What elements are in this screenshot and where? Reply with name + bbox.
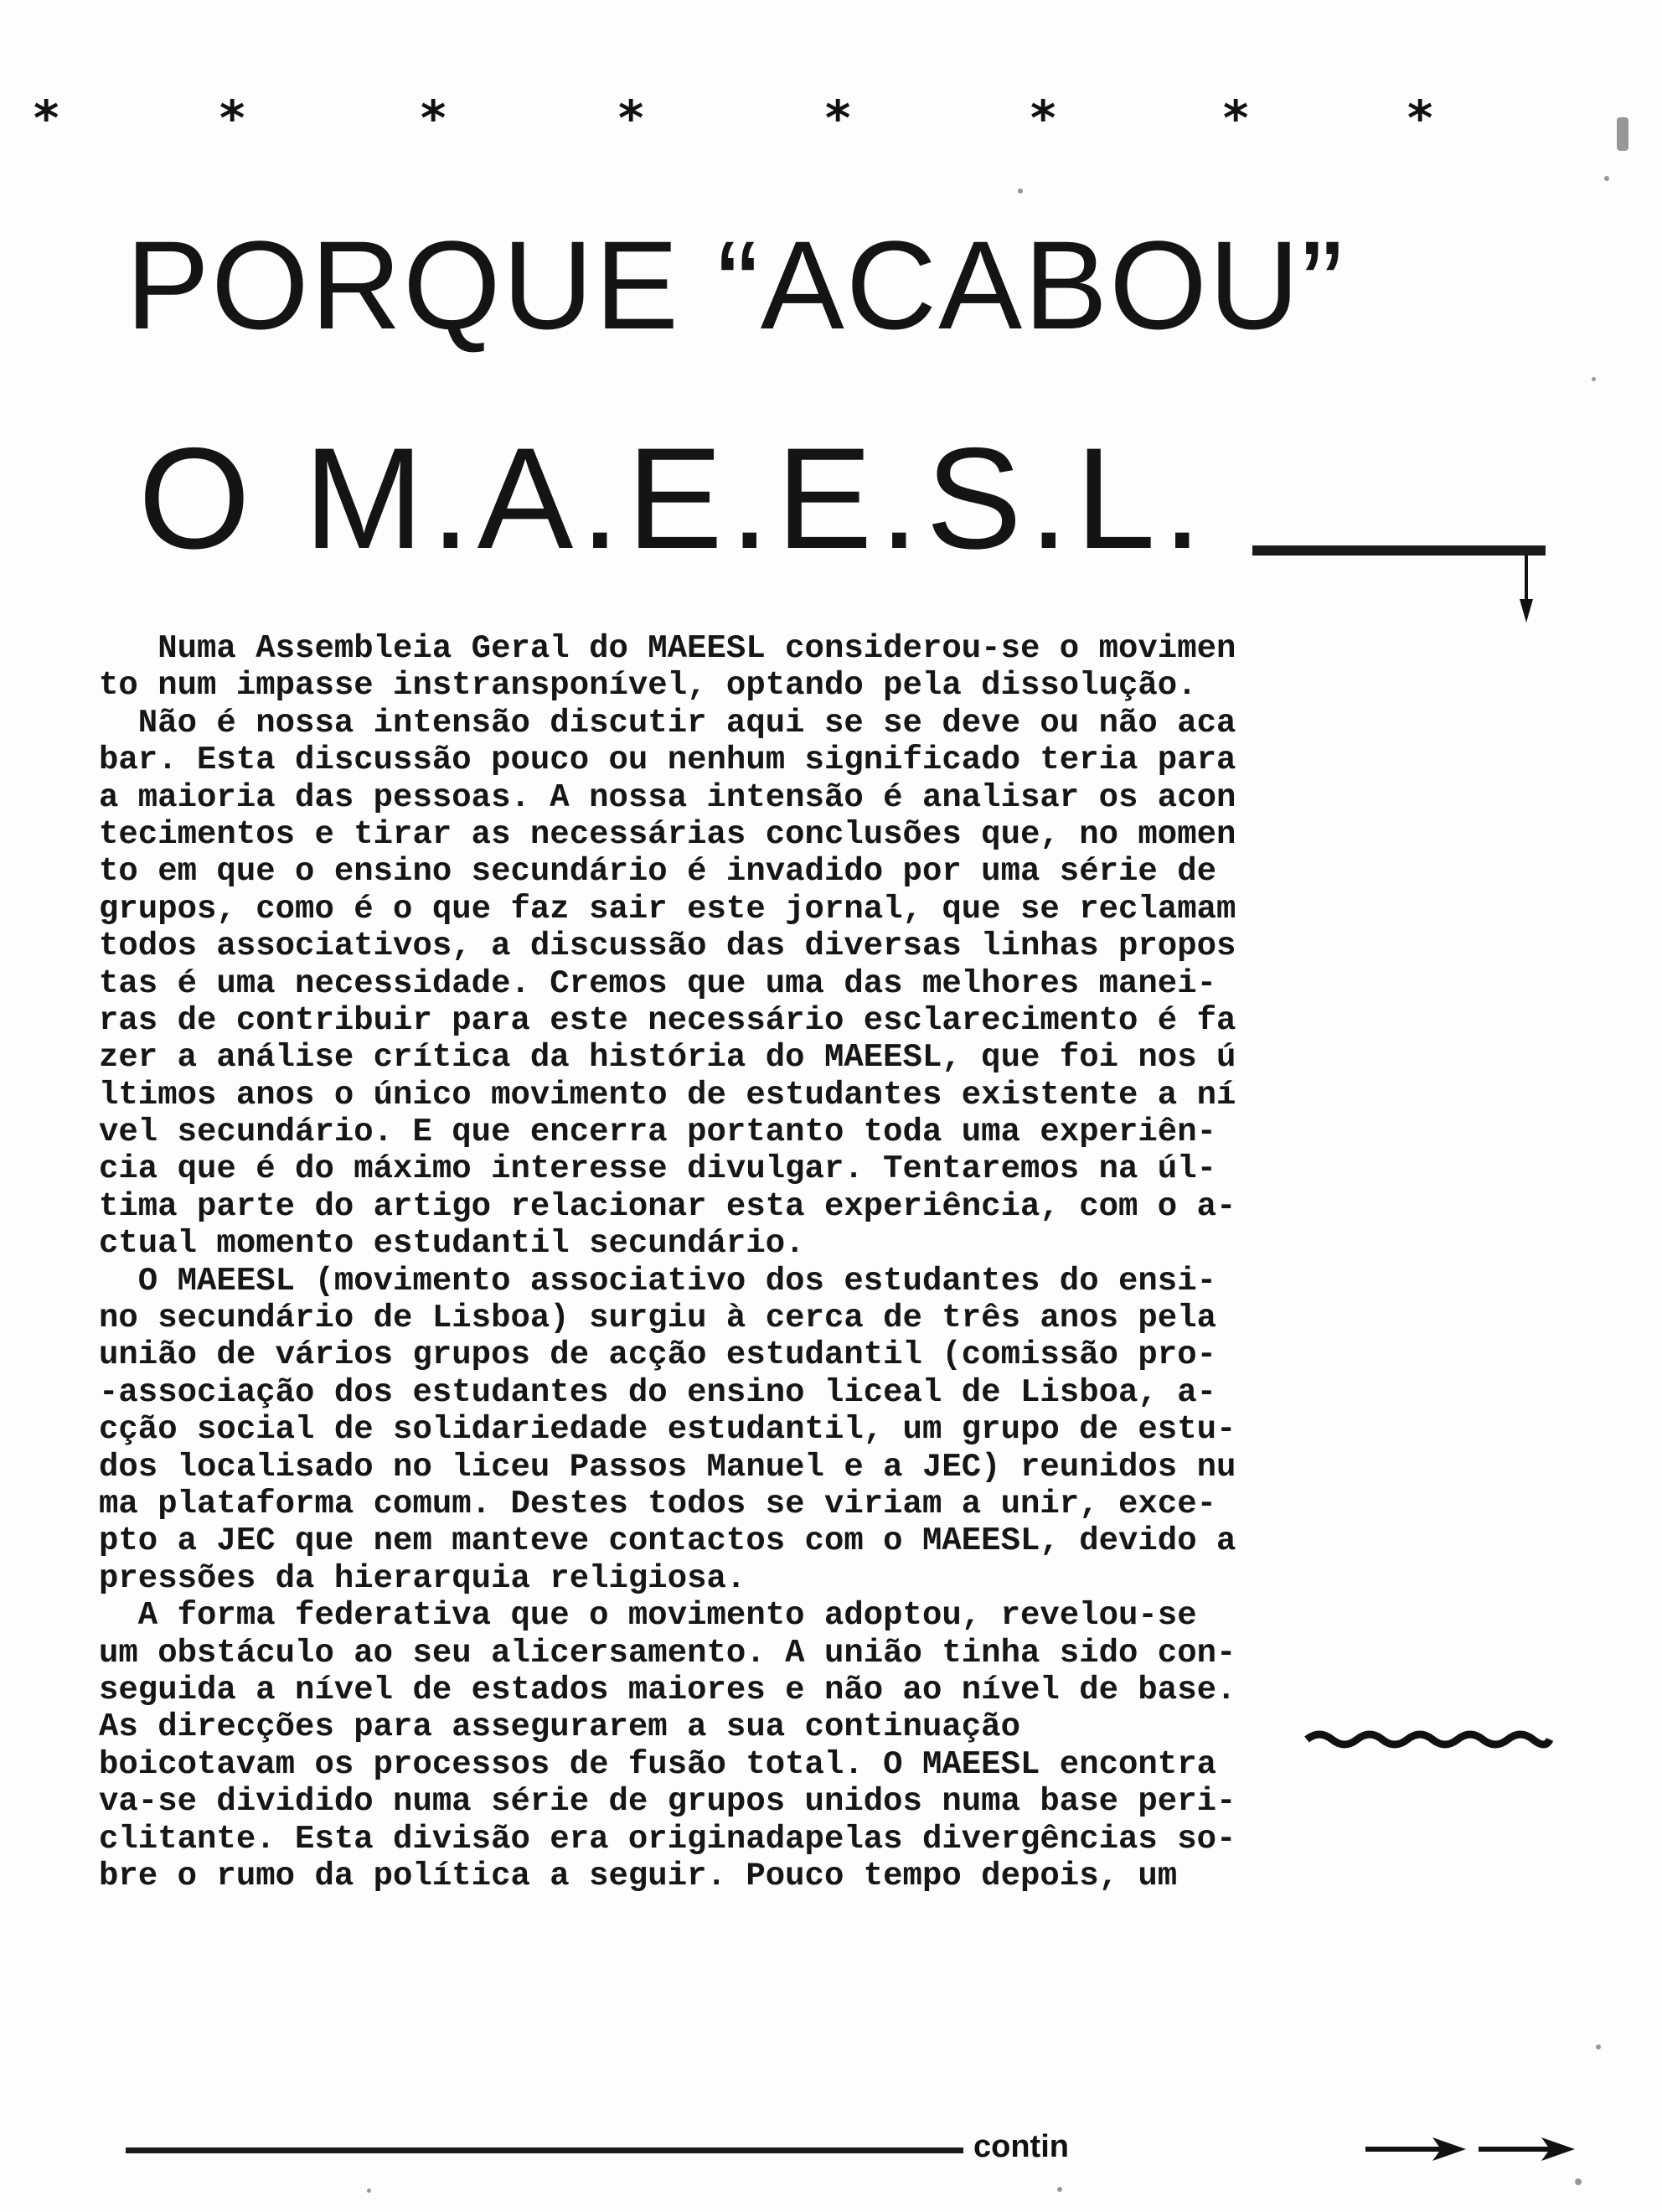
- scan-noise: [1575, 2178, 1582, 2185]
- star-ornament: *: [1407, 90, 1433, 147]
- text-line: grupos, como é o que faz sair este jornal, que se reclamam: [99, 890, 1236, 928]
- text-line: um obstáculo ao seu alicersamento. A união tinha sido con-: [99, 1634, 1236, 1672]
- text-line: As direcções para assegurarem a sua continuação: [99, 1708, 1040, 1746]
- scan-noise: [367, 2189, 371, 2193]
- text-line: bre o rumo da política a seguir. Pouco tempo depois, um: [99, 1857, 1178, 1894]
- text-line: pto a JEC que nem manteve contactos com o MAEESL, devido a: [99, 1522, 1236, 1560]
- text-line: seguida a nível de estados maiores e não ao nível de base.: [99, 1671, 1236, 1708]
- text-line: tecimentos e tirar as necessárias conclusões que, no momen: [99, 815, 1236, 853]
- star-ornament: *: [825, 90, 851, 147]
- text-line: vel secundário. E que encerra portanto toda uma experiên-: [99, 1114, 1217, 1151]
- text-line: to num impasse instransponível, optando pela dissolução.: [99, 667, 1197, 705]
- star-ornament: *: [618, 90, 644, 147]
- text-line: Não é nossa intensão discutir aqui se se deve ou não aca: [99, 704, 1236, 742]
- continue-label: contin: [973, 2129, 1069, 2164]
- text-line: no secundário de Lisboa) surgiu à cerca de três anos pela: [99, 1300, 1217, 1337]
- star-ornament: *: [34, 90, 59, 147]
- text-line: tas é uma necessidade. Cremos que uma das melhores manei-: [99, 964, 1217, 1002]
- text-line: -associação dos estudantes do ensino liceal de Lisboa, a-: [99, 1373, 1217, 1411]
- star-ornament: *: [1223, 90, 1249, 147]
- down-arrow-icon: [1518, 556, 1535, 623]
- scan-noise: [1604, 176, 1609, 181]
- strikeout-mark: [1303, 1723, 1554, 1756]
- right-arrow-icon: [1365, 2132, 1466, 2166]
- scan-noise: [1592, 377, 1596, 381]
- text-line: tima parte do artigo relacionar esta experiência, com o a-: [99, 1187, 1236, 1225]
- text-line: to em que o ensino secundário é invadido por uma série de: [99, 853, 1217, 891]
- scan-noise: [1596, 2044, 1601, 2049]
- star-ornament: *: [1030, 90, 1056, 147]
- text-line: cia que é do máximo interesse divulgar. Tentaremos na úl-: [99, 1150, 1217, 1188]
- text-line: O MAEESL (movimento associativo dos estudantes do ensi-: [99, 1262, 1217, 1300]
- footer-rule: [126, 2147, 963, 2153]
- text-line: pressões da hierarquia religiosa.: [99, 1559, 746, 1597]
- star-ornament: *: [219, 90, 245, 147]
- scan-noise: [1018, 189, 1023, 194]
- text-line: ras de contribuir para este necessário esclarecimento é fa: [99, 1001, 1236, 1039]
- title-rule: [1252, 545, 1546, 556]
- headline-line-1: PORQUE “ACABOU”: [126, 214, 1345, 355]
- text-line: união de vários grupos de acção estudantil (comissão pro-: [99, 1336, 1217, 1374]
- text-line: Numa Assembleia Geral do MAEESL considerou-se o movimen: [99, 630, 1236, 667]
- headline-line-2: O M.A.E.E.S.L.: [138, 418, 1210, 579]
- text-line: boicotavam os processos de fusão total. O MAEESL encontra: [99, 1745, 1217, 1783]
- star-ornament: *: [421, 90, 446, 147]
- scan-noise: [1617, 117, 1628, 151]
- article-body: [99, 630, 1556, 1894]
- text-line: bar. Esta discussão pouco ou nenhum significado teria para: [99, 742, 1236, 779]
- text-line: cção social de solidariedade estudantil, um grupo de estu-: [99, 1411, 1236, 1449]
- text-line: clitante. Esta divisão era originadapelas divergências so-: [99, 1820, 1236, 1858]
- text-line: A forma federativa que o movimento adoptou, revelou-se: [99, 1597, 1197, 1635]
- star-ornament-row: [34, 90, 1608, 161]
- text-line: zer a análise crítica da história do MAEESL, que foi nos ú: [99, 1039, 1236, 1077]
- text-line: va-se dividido numa série de grupos unidos numa base peri-: [99, 1783, 1236, 1821]
- scan-noise: [1057, 2187, 1062, 2192]
- right-arrow-icon: [1479, 2132, 1575, 2166]
- text-line: a maioria das pessoas. A nossa intensão é analisar os acon: [99, 778, 1236, 816]
- text-line: ltimos anos o único movimento de estudantes existente a ní: [99, 1076, 1236, 1114]
- text-line: dos localisado no liceu Passos Manuel e a JEC) reunidos nu: [99, 1448, 1236, 1486]
- text-line: todos associativos, a discussão das diversas linhas propos: [99, 928, 1236, 965]
- text-line: ctual momento estudantil secundário.: [99, 1225, 805, 1263]
- text-line: ma plataforma comum. Destes todos se viriam a unir, exce-: [99, 1485, 1217, 1522]
